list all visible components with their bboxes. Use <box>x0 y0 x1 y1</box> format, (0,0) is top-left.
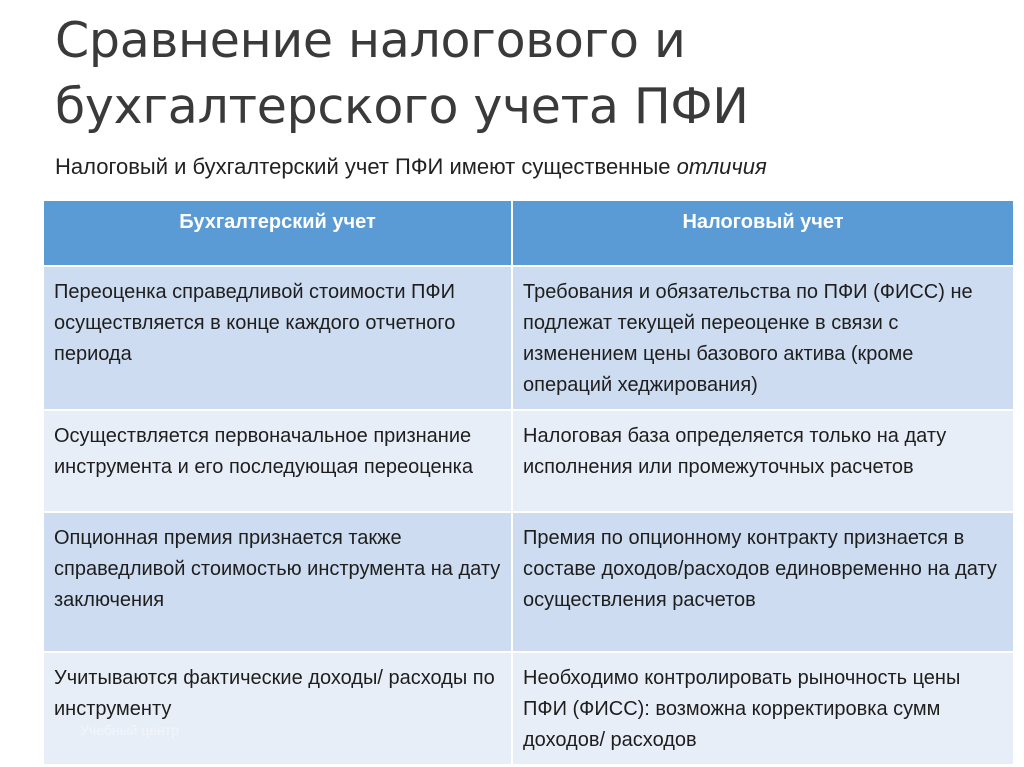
cell-tax: Премия по опционному контракту признается в составе доходов/расходов единовременно на дату осуществления расчетов <box>511 511 1013 651</box>
watermark-text: Учебный центр <box>80 722 179 738</box>
cell-tax: Требования и обязательства по ПФИ (ФИСС) не подлежат текущей переоценке в связи с изменением цены базового актива (кроме операций хеджирования) <box>511 265 1013 409</box>
cell-tax: Налоговая база определяется только на дату исполнения или промежуточных расчетов <box>511 409 1013 511</box>
table-row <box>44 265 1013 409</box>
slide-title-line-2: бухгалтерского учета ПФИ <box>55 78 749 135</box>
table-header-row <box>44 201 1013 265</box>
cell-tax: Необходимо контролировать рыночность цены ПФИ (ФИСС): возможна корректировка сумм доходов/ расходов <box>511 651 1013 764</box>
table-row <box>44 409 1013 511</box>
cell-accounting: Осуществляется первоначальное признание инструмента и его последующая переоценка <box>44 409 511 511</box>
slide-subtitle <box>55 152 767 182</box>
comparison-table <box>44 201 1013 764</box>
cell-accounting: Опционная премия признается также справедливой стоимостью инструмента на дату заключения <box>44 511 511 651</box>
header-accounting: Бухгалтерский учет <box>44 201 511 265</box>
subtitle-emphasis: отличия <box>676 154 767 179</box>
slide-title-line-1: Сравнение налогового и <box>55 12 686 69</box>
header-tax: Налоговый учет <box>511 201 1013 265</box>
table-row <box>44 651 1013 764</box>
cell-accounting: Переоценка справедливой стоимости ПФИ осуществляется в конце каждого отчетного периода <box>44 265 511 409</box>
cell-accounting: Учитываются фактические доходы/ расходы по инструменту <box>44 651 511 764</box>
subtitle-text: Налоговый и бухгалтерский учет ПФИ имеют существенные <box>55 154 677 179</box>
slide-title <box>55 8 995 140</box>
table-row <box>44 511 1013 651</box>
